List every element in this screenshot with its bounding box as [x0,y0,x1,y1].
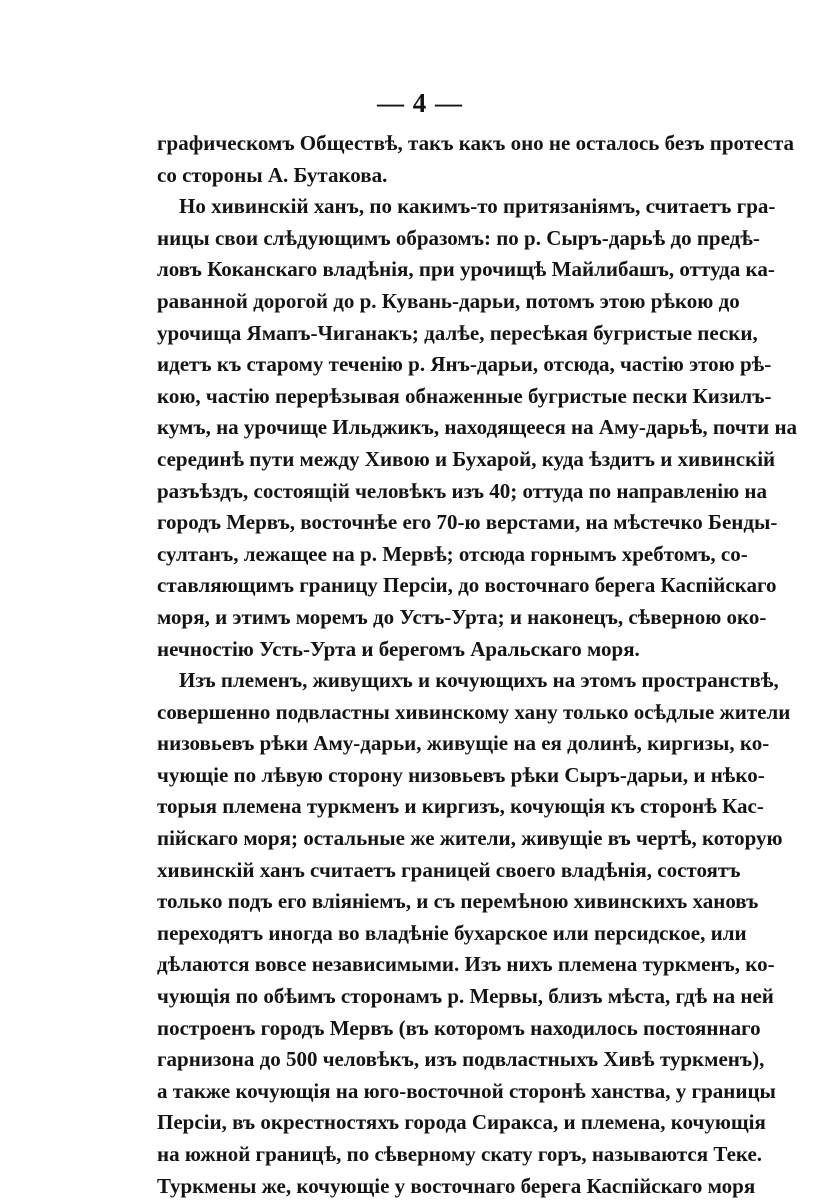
text-line: торыя племена туркменъ и киргизъ, кочующія къ сторонѣ Кас- [157,794,764,819]
text-line: нечностію Усть-Урта и берегомъ Аральскаго моря. [157,636,640,661]
text-line: серединѣ пути между Хивою и Бухарой, куда ѣздитъ и хивинскій [157,446,776,471]
text-line: построенъ городъ Мервъ (въ которомъ находилось постояннаго [157,1015,761,1040]
text-line: урочища Ямапъ-Чиганакъ; далѣе, пересѣкая бугристые пески, [157,320,758,345]
text-line: моря, и этимъ моремъ до Устъ-Урта; и наконецъ, сѣверною око- [157,604,767,629]
text-line: переходятъ иногда во владѣніе бухарское или персидское, или [157,920,747,945]
text-line: Но хивинскій ханъ, по какимъ-то притязаніямъ, считаетъ гра- [179,194,776,219]
text-line: раванной дорогой до р. Кувань-дарьи, потомъ этою рѣкою до [157,288,740,313]
text-line: разъѣздъ, состоящій человѣкъ изъ 40; оттуда по направленію на [157,478,768,503]
text-line: со стороны А. Бутакова. [157,162,388,187]
body-text [157,128,798,1202]
page-number: — 4 — [377,88,463,118]
text-line: кумъ, на урочище Ильджикъ, находящееся на Аму-дарьѣ, почти на [157,415,798,440]
text-line: идетъ къ старому теченію р. Янъ-дарьи, отсюда, частію этою рѣ- [157,352,772,377]
text-line: султанъ, лежащее на р. Мервѣ; отсюда горнымъ хребтомъ, со- [157,541,748,566]
text-line: графическомъ Обществѣ, такъ какъ оно не осталось безъ протеста [157,131,795,155]
text-line: на южной границѣ, по сѣверному скату горъ, называются Теке. [157,1142,763,1166]
text-line: ницы свои слѣдующимъ образомъ: по р. Сыръ-дарьѣ до предѣ- [157,225,760,250]
text-line: гарнизона до 500 человѣкъ, изъ подвластныхъ Хивѣ туркменъ), [157,1047,765,1072]
text-line: Персіи, въ окрестностяхъ города Сиракса, и племена, кочующія [157,1110,766,1135]
text-line: ловъ Коканскаго владѣнія, при урочищѣ Майлибашъ, оттуда ка- [157,257,775,282]
text-line: ставляющимъ границу Персіи, до восточнаго берега Каспійскаго [157,573,777,598]
text-line: дѣлаются вовсе независимыми. Изъ нихъ племена туркменъ, ко- [157,952,775,977]
text-line: пійскаго моря; остальные же жители, живущіе въ чертѣ, которую [157,826,783,851]
text-line: городъ Мервъ, восточнѣе его 70-ю верстами, на мѣстечко Бенды- [157,510,778,535]
text-line: чующіе по лѣвую сторону низовьевъ рѣки Сыръ-дарьи, и нѣко- [157,762,765,787]
text-line: только подъ его вліяніемъ, и съ перемѣною хивинскихъ хановъ [157,889,759,914]
text-line: кою, частію перерѣзывая обнаженные бугристые пески Кизилъ- [157,383,772,408]
text-line: низовьевъ рѣки Аму-дарьи, живущіе на ея долинѣ, киргизы, ко- [157,731,770,756]
text-line: Изъ племенъ, живущихъ и кочующихъ на этомъ пространствѣ, [179,668,779,693]
text-line: а также кочующія на юго-восточной сторонѣ ханства, у границы [157,1078,776,1103]
text-line: чующія по обѣимъ сторонамъ р. Мервы, близъ мѣста, гдѣ на ней [157,984,774,1009]
text-line: совершенно подвластны хивинскому хану только осѣдлые жители [157,699,791,724]
text-line: Туркмены же, кочующіе у восточнаго берега Каспійскаго моря [157,1173,756,1198]
text-line: хивинскій ханъ считаетъ границей своего владѣнія, состоятъ [157,857,741,882]
